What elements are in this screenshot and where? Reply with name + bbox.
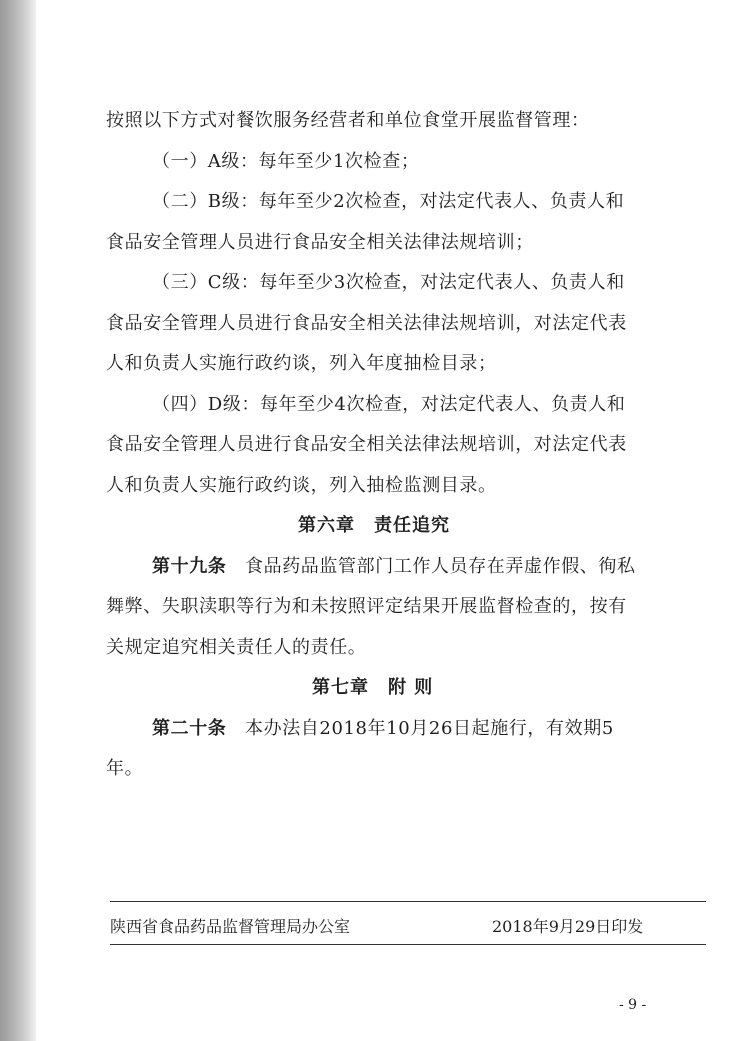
document-page: [36, 0, 730, 1041]
article-19-line-1: [152, 555, 636, 579]
footer-bottom-rule: [110, 944, 706, 945]
body-line-10: 人和负责人实施行政约谈，列入抽检监测目录。: [106, 475, 497, 496]
body-line-4: 食品安全管理人员进行食品安全相关法律法规培训；: [106, 232, 534, 253]
body-line-2: （一）A级：每年至少1次检查；: [152, 151, 420, 172]
article-19-line-3: 关规定追究相关责任人的责任。: [106, 637, 367, 658]
article-19-label: 第十九条: [152, 556, 227, 577]
body-line-3: （二）B级：每年至少2次检查，对法定代表人、负责人和: [152, 191, 625, 212]
footer-top-rule: [110, 901, 706, 902]
article-19-text-1: 食品药品监管部门工作人员存在弄虚作假、徇私: [226, 556, 636, 577]
article-20-text-1: 本办法自2018年10月26日起施行，有效期5: [226, 718, 614, 739]
article-20-line-1: [152, 717, 614, 741]
body-line-9: 食品安全管理人员进行食品安全相关法律法规培训，对法定代表: [106, 434, 627, 455]
footer-issuer: 陕西省食品药品监督管理局办公室: [110, 917, 351, 936]
body-line-6: 食品安全管理人员进行食品安全相关法律法规培训，对法定代表: [106, 313, 627, 334]
article-20-label: 第二十条: [152, 718, 227, 739]
footer-date: 2018年9月29日印发: [492, 917, 644, 936]
chapter-6-heading: 第六章 责任追究: [298, 515, 450, 536]
chapter-7-heading: 第七章 附 则: [312, 677, 434, 698]
body-line-1: 按照以下方式对餐饮服务经营者和单位食堂开展监督管理：: [106, 110, 590, 131]
scan-shadow-edge: [0, 0, 36, 1041]
body-line-5: （三）C级：每年至少3次检查，对法定代表人、负责人和: [152, 272, 625, 293]
article-19-line-2: 舞弊、失职渎职等行为和未按照评定结果开展监督检查的，按有: [106, 596, 627, 617]
page-number: - 9 -: [619, 997, 647, 1013]
body-line-8: （四）D级：每年至少4次检查，对法定代表人、负责人和: [152, 394, 626, 415]
article-20-line-2: 年。: [106, 758, 144, 779]
body-line-7: 人和负责人实施行政约谈，列入年度抽检目录；: [106, 353, 497, 374]
